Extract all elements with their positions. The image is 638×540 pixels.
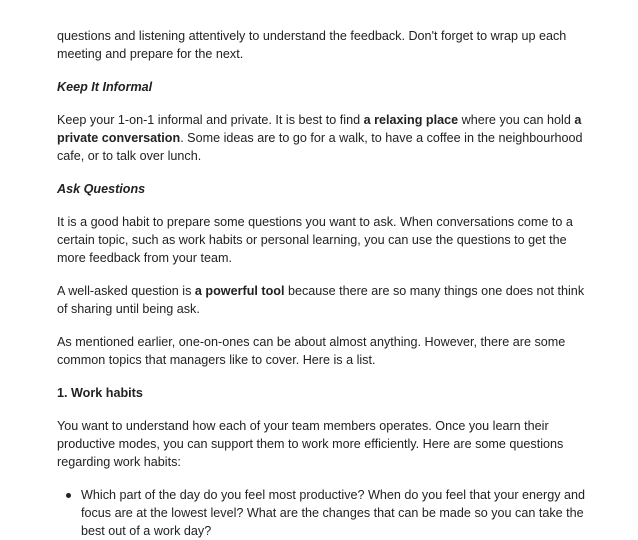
section-heading-keep-informal: Keep It Informal xyxy=(57,80,153,94)
text-segment: A well-asked question is xyxy=(57,284,195,298)
work-habits-question-list xyxy=(57,486,588,540)
ask-questions-paragraph-1: It is a good habit to prepare some questions you want to ask. When conversations come to a certain topic, such as work habits or personal learning, you can use the questions to get the more feedback from your team. xyxy=(57,215,573,265)
section-heading-work-habits: 1. Work habits xyxy=(57,386,143,400)
emphasis-private-conversation: a private conversation xyxy=(57,113,582,145)
text-segment: . Some ideas are to go for a walk, to have a coffee in the neighbourhood cafe, or to talk over lunch. xyxy=(57,131,583,163)
intro-paragraph: questions and listening attentively to understand the feedback. Don't forget to wrap up each meeting and prepare for the next. xyxy=(57,29,567,61)
text-segment: Keep your 1-on-1 informal and private. It is best to find xyxy=(57,113,364,127)
work-habits-paragraph: You want to understand how each of your team members operates. Once you learn their productive modes, you can support them to work more efficiently. Here are some questions regarding work habits: xyxy=(57,419,564,469)
section-heading-ask-questions: Ask Questions xyxy=(57,182,146,196)
emphasis-powerful-tool: a powerful tool xyxy=(194,284,285,298)
keep-informal-paragraph xyxy=(57,111,588,165)
ask-questions-paragraph-2 xyxy=(57,282,588,318)
text-segment: because there are so many things one does not think of sharing until being ask. xyxy=(57,284,585,316)
list-item xyxy=(81,486,588,540)
ask-questions-paragraph-3: As mentioned earlier, one-on-ones can be about almost anything. However, there are some common topics that managers like to cover. Here is a list. xyxy=(57,335,566,367)
emphasis-relaxing-place: a relaxing place xyxy=(363,113,459,127)
list-item-text: Which part of the day do you feel most productive? When do you feel that your energy and focus are at the lowest level? What are the changes that can be made so you can take the best out of a work day? xyxy=(81,488,586,538)
bullet-dot-icon xyxy=(66,493,71,498)
text-segment: where you can hold xyxy=(458,113,575,127)
